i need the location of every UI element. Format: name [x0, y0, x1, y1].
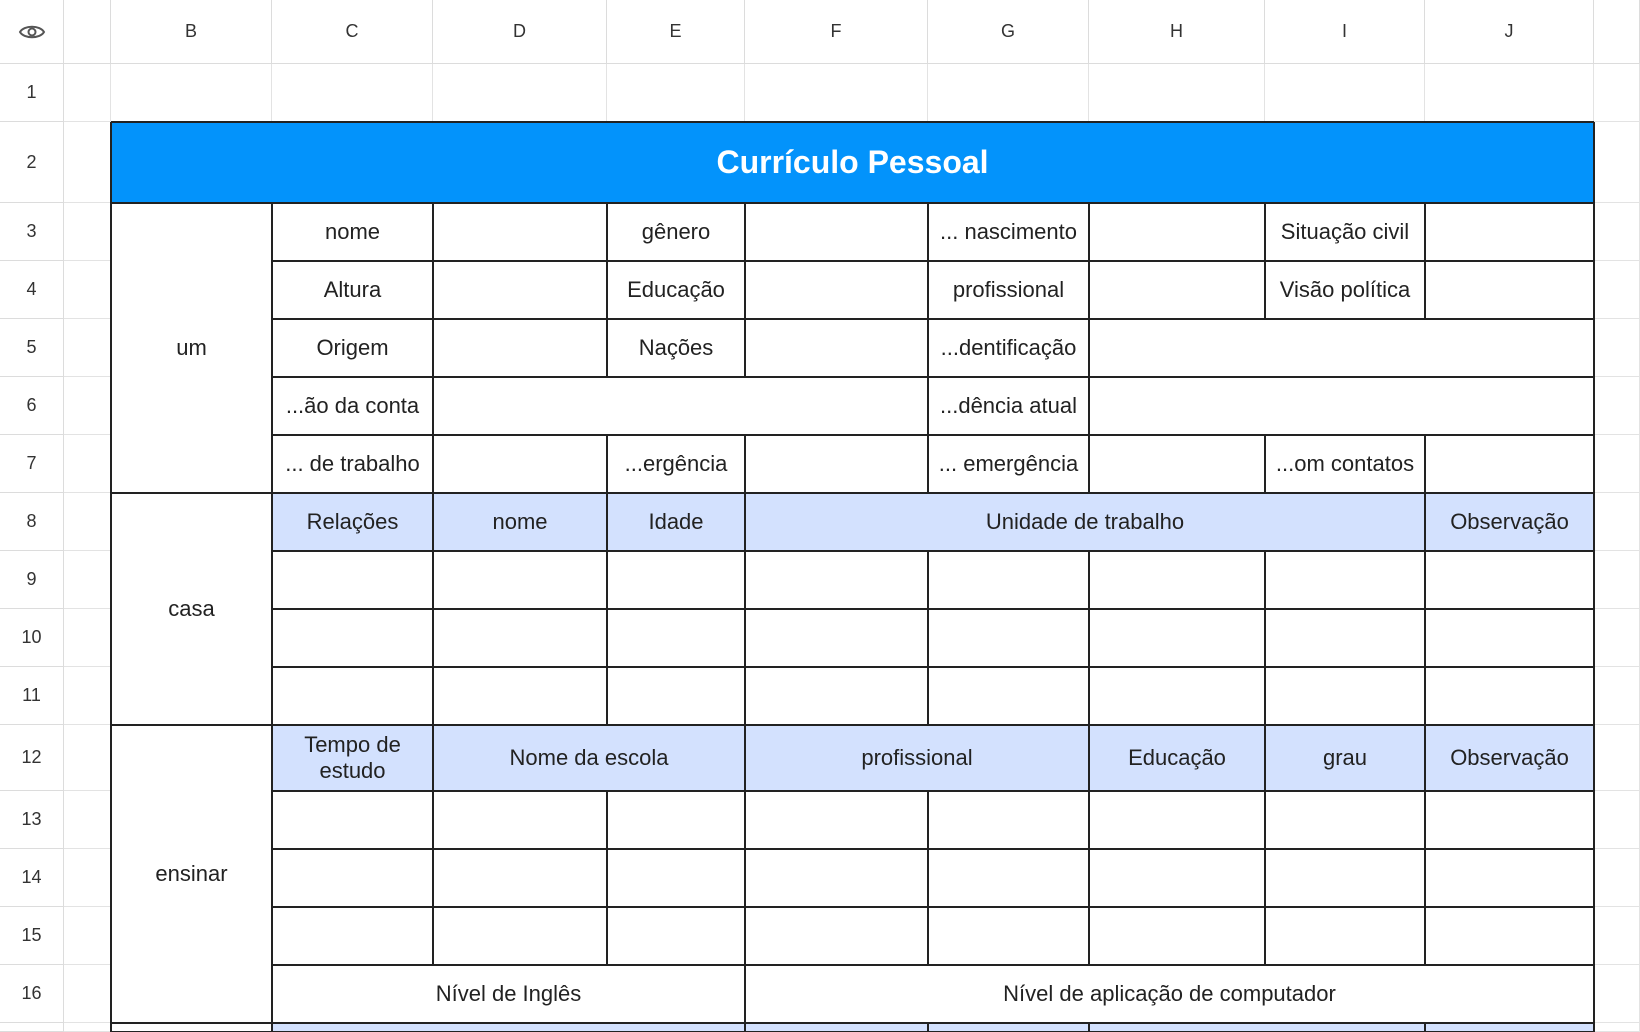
label-residence[interactable]: ...dência atual [928, 377, 1089, 435]
section-label-next[interactable] [111, 1023, 272, 1032]
education-data-cell[interactable] [928, 791, 1089, 849]
empty-cell[interactable] [1594, 435, 1640, 493]
label-account[interactable]: ...ão da conta [272, 377, 433, 435]
next-header-cell[interactable] [272, 1023, 745, 1032]
value-marital[interactable] [1425, 203, 1594, 261]
family-data-cell[interactable] [433, 551, 607, 609]
family-data-cell[interactable] [1265, 667, 1425, 725]
value-gender[interactable] [745, 203, 928, 261]
value-education[interactable] [745, 261, 928, 319]
empty-cell[interactable] [64, 493, 111, 551]
education-data-cell[interactable] [1265, 849, 1425, 907]
row-header-1[interactable]: 1 [0, 64, 64, 122]
family-data-cell[interactable] [1265, 609, 1425, 667]
empty-cell[interactable] [64, 907, 111, 965]
education-data-cell[interactable] [928, 907, 1089, 965]
empty-cell[interactable] [64, 1023, 111, 1032]
header-edu-profession[interactable]: profissional [745, 725, 1089, 791]
empty-cell[interactable] [1594, 965, 1640, 1023]
empty-cell[interactable] [64, 122, 111, 203]
header-edu-education[interactable]: Educação [1089, 725, 1265, 791]
value-politics[interactable] [1425, 261, 1594, 319]
row-header-7[interactable]: 7 [0, 435, 64, 493]
row-header-12[interactable]: 12 [0, 725, 64, 791]
value-name[interactable] [433, 203, 607, 261]
value-account[interactable] [433, 377, 928, 435]
row-header-16[interactable]: 16 [0, 965, 64, 1023]
label-marital[interactable]: Situação civil [1265, 203, 1425, 261]
family-data-cell[interactable] [272, 667, 433, 725]
next-header-cell[interactable] [745, 1023, 928, 1032]
family-data-cell[interactable] [272, 551, 433, 609]
row-header-14[interactable]: 14 [0, 849, 64, 907]
label-emergency-contact[interactable]: ... emergência [928, 435, 1089, 493]
header-school[interactable]: Nome da escola [433, 725, 745, 791]
header-relations[interactable]: Relações [272, 493, 433, 551]
education-data-cell[interactable] [745, 907, 928, 965]
family-data-cell[interactable] [1425, 667, 1594, 725]
label-computer-level[interactable]: Nível de aplicação de computador [745, 965, 1594, 1023]
empty-cell[interactable] [64, 377, 111, 435]
value-nation[interactable] [745, 319, 928, 377]
empty-cell[interactable] [1089, 64, 1265, 122]
family-data-cell[interactable] [1089, 551, 1265, 609]
empty-cell[interactable] [64, 791, 111, 849]
family-data-cell[interactable] [1425, 551, 1594, 609]
column-header-e[interactable]: E [607, 0, 745, 64]
row-header-5[interactable]: 5 [0, 319, 64, 377]
label-politics[interactable]: Visão política [1265, 261, 1425, 319]
empty-cell[interactable] [1594, 1023, 1640, 1032]
empty-cell[interactable] [1594, 203, 1640, 261]
row-header-3[interactable]: 3 [0, 203, 64, 261]
education-data-cell[interactable] [1425, 791, 1594, 849]
section-label-ensinar[interactable]: ensinar [111, 725, 272, 1023]
empty-cell[interactable] [64, 667, 111, 725]
value-origin[interactable] [433, 319, 607, 377]
column-header-i[interactable]: I [1265, 0, 1425, 64]
education-data-cell[interactable] [607, 907, 745, 965]
education-data-cell[interactable] [1089, 849, 1265, 907]
education-data-cell[interactable] [1089, 907, 1265, 965]
header-work-unit[interactable]: Unidade de trabalho [745, 493, 1425, 551]
value-profession[interactable] [1089, 261, 1265, 319]
row-header-4[interactable]: 4 [0, 261, 64, 319]
education-data-cell[interactable] [272, 849, 433, 907]
family-data-cell[interactable] [607, 667, 745, 725]
family-data-cell[interactable] [928, 609, 1089, 667]
education-data-cell[interactable] [607, 791, 745, 849]
header-degree[interactable]: grau [1265, 725, 1425, 791]
education-data-cell[interactable] [1425, 907, 1594, 965]
family-data-cell[interactable] [1425, 609, 1594, 667]
column-header-j[interactable]: J [1425, 0, 1594, 64]
family-data-cell[interactable] [272, 609, 433, 667]
empty-cell[interactable] [1594, 849, 1640, 907]
row-header-8[interactable]: 8 [0, 493, 64, 551]
empty-cell[interactable] [928, 64, 1089, 122]
education-data-cell[interactable] [433, 849, 607, 907]
education-data-cell[interactable] [1265, 907, 1425, 965]
family-data-cell[interactable] [433, 667, 607, 725]
column-header-h[interactable]: H [1089, 0, 1265, 64]
label-contacts[interactable]: ...om contatos [1265, 435, 1425, 493]
education-data-cell[interactable] [1425, 849, 1594, 907]
header-age[interactable]: Idade [607, 493, 745, 551]
empty-cell[interactable] [1594, 791, 1640, 849]
section-label-casa[interactable]: casa [111, 493, 272, 725]
family-data-cell[interactable] [1265, 551, 1425, 609]
label-birth[interactable]: ... nascimento [928, 203, 1089, 261]
value-work[interactable] [433, 435, 607, 493]
family-data-cell[interactable] [607, 551, 745, 609]
family-data-cell[interactable] [607, 609, 745, 667]
empty-cell[interactable] [1594, 667, 1640, 725]
column-header-c[interactable]: C [272, 0, 433, 64]
empty-cell[interactable] [1594, 609, 1640, 667]
row-header-15[interactable]: 15 [0, 907, 64, 965]
label-gender[interactable]: gênero [607, 203, 745, 261]
header-edu-note[interactable]: Observação [1425, 725, 1594, 791]
header-family-note[interactable]: Observação [1425, 493, 1594, 551]
value-residence[interactable] [1089, 377, 1594, 435]
empty-cell[interactable] [64, 435, 111, 493]
row-header-2[interactable]: 2 [0, 122, 64, 203]
value-identification[interactable] [1089, 319, 1594, 377]
empty-cell[interactable] [64, 725, 111, 791]
value-contacts[interactable] [1425, 435, 1594, 493]
family-data-cell[interactable] [433, 609, 607, 667]
empty-cell[interactable] [1594, 725, 1640, 791]
empty-cell[interactable] [1594, 551, 1640, 609]
next-header-cell[interactable] [1089, 1023, 1425, 1032]
value-birth[interactable] [1089, 203, 1265, 261]
sheet-title[interactable]: Currículo Pessoal [111, 122, 1594, 203]
label-height[interactable]: Altura [272, 261, 433, 319]
column-header-a[interactable] [64, 0, 111, 64]
label-work[interactable]: ... de trabalho [272, 435, 433, 493]
empty-cell[interactable] [1594, 377, 1640, 435]
column-header-k[interactable] [1594, 0, 1640, 64]
value-emergency-contact[interactable] [1089, 435, 1265, 493]
empty-cell[interactable] [64, 319, 111, 377]
row-header-11[interactable]: 11 [0, 667, 64, 725]
empty-cell[interactable] [607, 64, 745, 122]
next-header-cell[interactable] [928, 1023, 1089, 1032]
empty-cell[interactable] [1594, 261, 1640, 319]
family-data-cell[interactable] [928, 551, 1089, 609]
section-label-um[interactable]: um [111, 203, 272, 493]
education-data-cell[interactable] [607, 849, 745, 907]
empty-cell[interactable] [272, 64, 433, 122]
family-data-cell[interactable] [745, 551, 928, 609]
education-data-cell[interactable] [1265, 791, 1425, 849]
label-origin[interactable]: Origem [272, 319, 433, 377]
education-data-cell[interactable] [272, 791, 433, 849]
empty-cell[interactable] [1594, 493, 1640, 551]
eye-icon [18, 22, 46, 42]
education-data-cell[interactable] [745, 791, 928, 849]
education-data-cell[interactable] [928, 849, 1089, 907]
label-identification[interactable]: ...dentificação [928, 319, 1089, 377]
family-data-cell[interactable] [745, 609, 928, 667]
empty-cell[interactable] [111, 64, 272, 122]
row-header-13[interactable]: 13 [0, 791, 64, 849]
empty-cell[interactable] [64, 261, 111, 319]
visibility-toggle[interactable] [0, 0, 64, 64]
column-header-d[interactable]: D [433, 0, 607, 64]
empty-cell[interactable] [64, 551, 111, 609]
label-nation[interactable]: Nações [607, 319, 745, 377]
header-family-name[interactable]: nome [433, 493, 607, 551]
education-data-cell[interactable] [1089, 791, 1265, 849]
row-header-9[interactable]: 9 [0, 551, 64, 609]
column-header-b[interactable]: B [111, 0, 272, 64]
empty-cell[interactable] [1594, 319, 1640, 377]
empty-cell[interactable] [64, 609, 111, 667]
empty-cell[interactable] [745, 64, 928, 122]
column-header-f[interactable]: F [745, 0, 928, 64]
empty-cell[interactable] [1594, 907, 1640, 965]
empty-cell[interactable] [1594, 122, 1640, 203]
family-data-cell[interactable] [928, 667, 1089, 725]
education-data-cell[interactable] [433, 907, 607, 965]
family-data-cell[interactable] [1089, 609, 1265, 667]
row-header-17[interactable] [0, 1023, 64, 1032]
label-profession[interactable]: profissional [928, 261, 1089, 319]
next-header-cell[interactable] [1425, 1023, 1594, 1032]
empty-cell[interactable] [433, 64, 607, 122]
label-english-level[interactable]: Nível de Inglês [272, 965, 745, 1023]
column-header-g[interactable]: G [928, 0, 1089, 64]
empty-cell[interactable] [1594, 64, 1640, 122]
label-name[interactable]: nome [272, 203, 433, 261]
empty-cell[interactable] [64, 203, 111, 261]
education-data-cell[interactable] [433, 791, 607, 849]
education-data-cell[interactable] [745, 849, 928, 907]
education-data-cell[interactable] [272, 907, 433, 965]
label-education[interactable]: Educação [607, 261, 745, 319]
empty-cell[interactable] [64, 64, 111, 122]
family-data-cell[interactable] [1089, 667, 1265, 725]
row-header-6[interactable]: 6 [0, 377, 64, 435]
row-header-10[interactable]: 10 [0, 609, 64, 667]
empty-cell[interactable] [1425, 64, 1594, 122]
header-study-time[interactable]: Tempo de estudo [272, 725, 433, 791]
empty-cell[interactable] [64, 849, 111, 907]
value-height[interactable] [433, 261, 607, 319]
label-emergency[interactable]: ...ergência [607, 435, 745, 493]
empty-cell[interactable] [1265, 64, 1425, 122]
family-data-cell[interactable] [745, 667, 928, 725]
empty-cell[interactable] [64, 965, 111, 1023]
value-emergency[interactable] [745, 435, 928, 493]
